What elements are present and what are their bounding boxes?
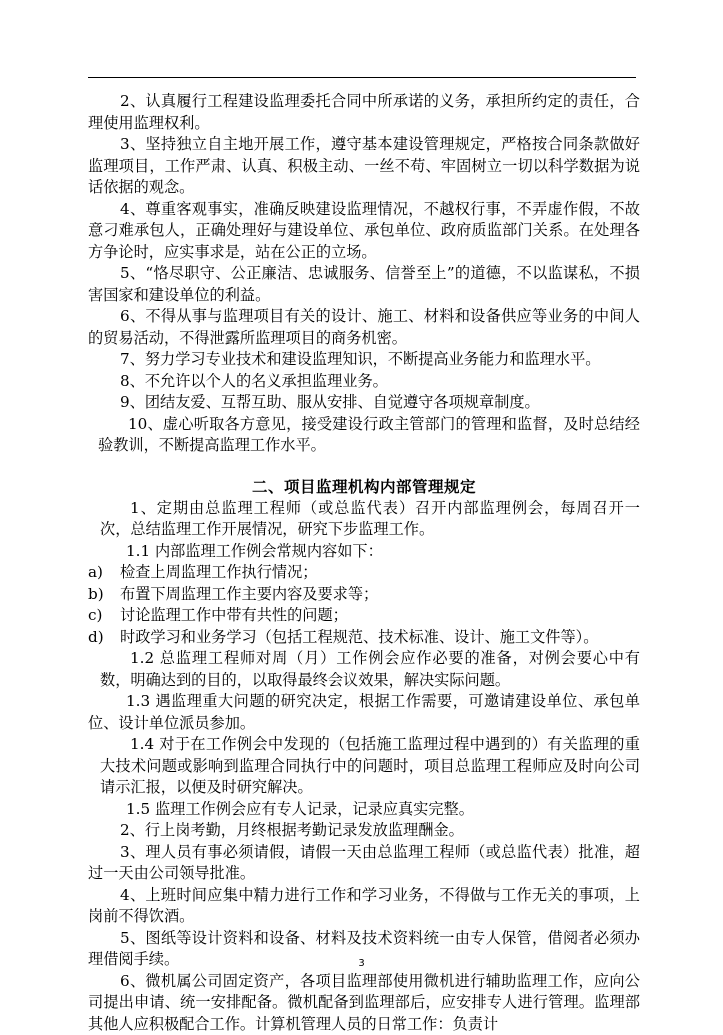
list-item <box>88 627 640 649</box>
paragraph: 9、团结友爱、互帮互助、服从安排、自觉遵守各项规章制度。 <box>88 392 640 414</box>
subsection-1-1: 1.1 内部监理工作例会常规内容如下： <box>88 541 640 563</box>
list-item <box>88 605 640 627</box>
paragraph: 5、图纸等设计资料和设备、材料及技术资料统一由专人保管，借阅者必须办理借阅手续。 <box>88 928 640 971</box>
subsection-1-2: 1.2 总监理工程师对周（月）工作例会应作必要的准备，对例会要心中有数，明确达到的目的，以取得最终会议效果，解决实际问题。 <box>88 648 640 691</box>
section-2-body <box>88 498 640 1035</box>
section-heading: 二、项目监理机构内部管理规定 <box>88 475 640 498</box>
document-body <box>88 91 640 1035</box>
list-text: 布置下周监理工作主要内容及要求等； <box>120 584 640 606</box>
paragraph: 2、认真履行工程建设监理委托合同中所承诺的义务，承担所约定的责任，合理使用监理权利。 <box>88 91 640 134</box>
list-text: 检查上周监理工作执行情况； <box>120 562 640 584</box>
paragraph: 3、理人员有事必须请假，请假一天由总监理工程师（或总监代表）批准，超过一天由公司领导批准。 <box>88 842 640 885</box>
page-number: 3 <box>0 958 723 969</box>
paragraph: 8、不允许以个人的名义承担监理业务。 <box>88 371 640 393</box>
paragraph: 3、坚持独立自主地开展工作，遵守基本建设管理规定，严格按合同条款做好监理项目，工作严肃、认真、积极主动、一丝不苟、牢固树立一切以科学数据为说话依据的观念。 <box>88 134 640 199</box>
subsection-1-5: 1.5 监理工作例会应有专人记录，记录应真实完整。 <box>88 799 640 821</box>
paragraph: 6、微机属公司固定资产，各项目监理部使用微机进行辅助监理工作，应向公司提出申请、统一安排配备。微机配备到监理部后，应安排专人进行管理。监理部其他人应积极配合工作。计算机管理人员的日常工作：负责计 <box>88 971 640 1035</box>
list-marker: c) <box>88 605 120 627</box>
list-item <box>88 562 640 584</box>
subsection-1-3: 1.3 遇监理重大问题的研究决定，根据工作需要，可邀请建设单位、承包单位、设计单位派员参加。 <box>88 691 640 734</box>
list-marker: d) <box>88 627 120 649</box>
list-marker: a) <box>88 562 120 584</box>
list-item <box>88 584 640 606</box>
section-1-paragraphs <box>88 91 640 457</box>
paragraph: 1、定期由总监理工程师（或总监代表）召开内部监理例会，每周召开一次，总结监理工作开展情况，研究下步监理工作。 <box>88 498 640 541</box>
paragraph: 2、行上岗考勤，月终根据考勤记录发放监理酬金。 <box>88 820 640 842</box>
paragraph: 10、虚心听取各方意见，接受建设行政主管部门的管理和监督，及时总结经验教训，不断提高监理工作水平。 <box>88 414 640 457</box>
paragraph: 7、努力学习专业技术和建设监理知识，不断提高业务能力和监理水平。 <box>88 349 640 371</box>
list-marker: b) <box>88 584 120 606</box>
list-text: 讨论监理工作中带有共性的问题； <box>120 605 640 627</box>
list-text: 时政学习和业务学习（包括工程规范、技术标准、设计、施工文件等）。 <box>120 627 640 649</box>
paragraph: 4、上班时间应集中精力进行工作和学习业务，不得做与工作无关的事项，上岗前不得饮酒。 <box>88 885 640 928</box>
paragraph: 4、尊重客观事实，准确反映建设监理情况，不越权行事，不弄虚作假，不故意刁难承包人，正确处理好与建设单位、承包单位、政府质监部门关系。在处理各方争论时，应实事求是，站在公正的立场。 <box>88 199 640 264</box>
header-rule <box>88 77 636 78</box>
agenda-list <box>88 562 640 648</box>
subsection-1-4: 1.4 对于在工作例会中发现的（包括施工监理过程中遇到的）有关监理的重大技术问题或影响到监理合同执行中的问题时，项目总监理工程师应及时向公司请示汇报，以便及时研究解决。 <box>88 734 640 799</box>
paragraph: 6、不得从事与监理项目有关的设计、施工、材料和设备供应等业务的中间人的贸易活动，不得泄露所监理项目的商务机密。 <box>88 306 640 349</box>
paragraph: 5、“恪尽职守、公正廉洁、忠诚服务、信誉至上”的道德，不以监谋私，不损害国家和建设单位的利益。 <box>88 263 640 306</box>
